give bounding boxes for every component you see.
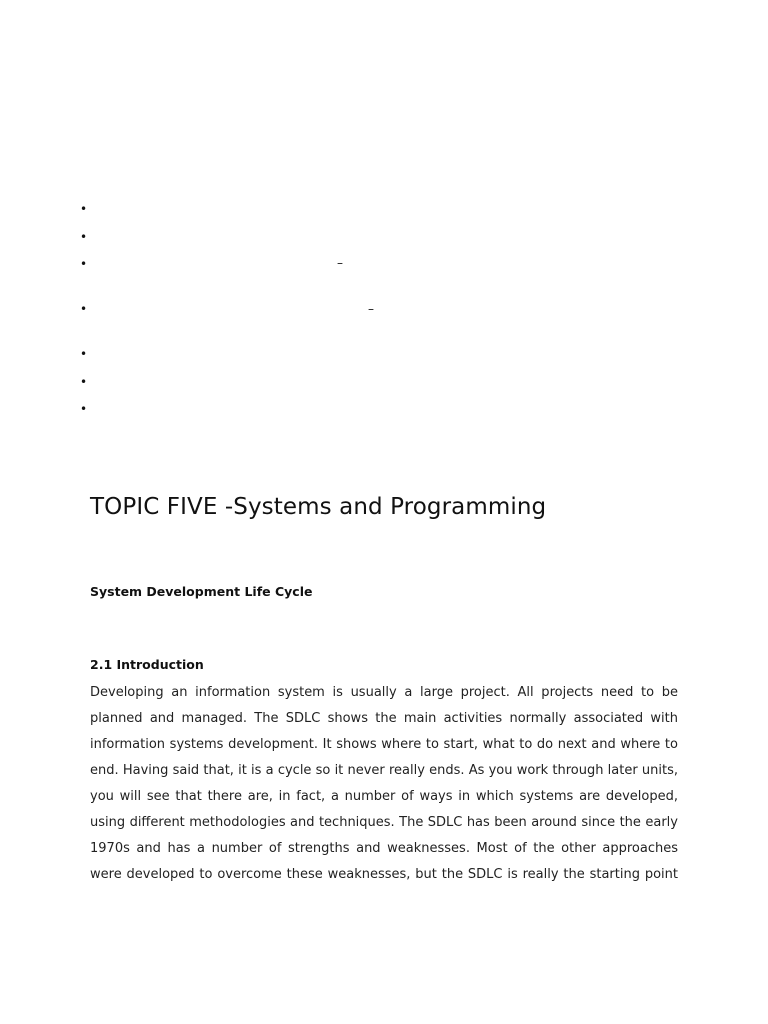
intro-heading: 2.1 Introduction <box>90 657 204 672</box>
list-dash-1: – <box>337 256 343 270</box>
paragraph-line: 1970s and has a number of strengths and weaknesses. Most of the other approaches <box>90 841 678 856</box>
paragraph-line: Developing an information system is usually a large project. All projects need to be <box>90 685 678 700</box>
paragraph-line: information systems development. It shows where to start, what to do next and where to <box>90 737 678 752</box>
list-bullet-2: • <box>80 230 88 244</box>
intro-paragraph <box>90 680 678 888</box>
section-heading: System Development Life Cycle <box>90 584 313 599</box>
list-bullet-3: • <box>80 257 88 271</box>
paragraph-line: you will see that there are, in fact, a number of ways in which systems are developed, <box>90 789 678 804</box>
paragraph-line: were developed to overcome these weaknesses, but the SDLC is really the starting point <box>90 867 678 882</box>
list-bullet-4: • <box>80 302 88 316</box>
topic-title: TOPIC FIVE -Systems and Programming <box>90 494 547 520</box>
paragraph-line: end. Having said that, it is a cycle so it never really ends. As you work through later units, <box>90 763 678 778</box>
list-bullet-1: • <box>80 202 88 216</box>
list-dash-2: – <box>368 302 374 316</box>
list-bullet-5: • <box>80 347 88 361</box>
list-bullet-7: • <box>80 402 88 416</box>
list-bullet-6: • <box>80 375 88 389</box>
paragraph-line: using different methodologies and techniques. The SDLC has been around since the early <box>90 815 678 830</box>
paragraph-line: planned and managed. The SDLC shows the main activities normally associated with <box>90 711 678 726</box>
